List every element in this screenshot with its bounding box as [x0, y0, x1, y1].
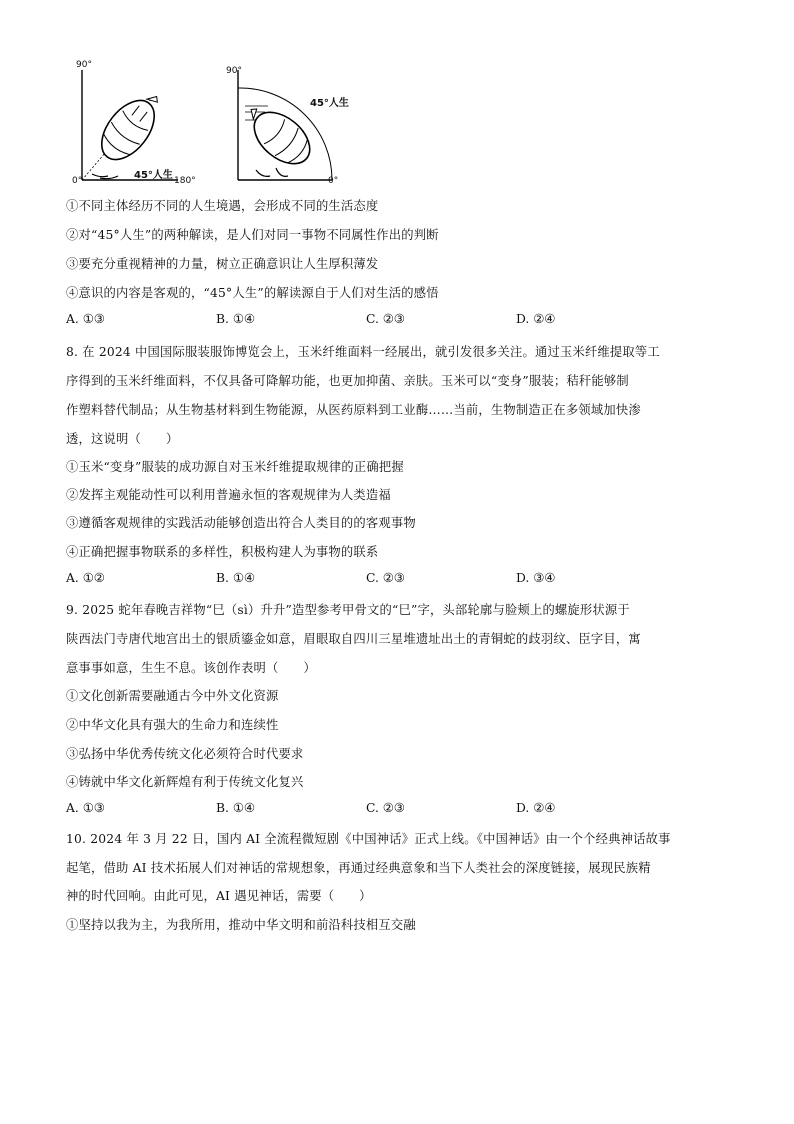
q8-option-c[interactable]: C. ②③	[366, 571, 405, 585]
q10-stem-line-1: 10. 2024 年 3 月 22 日，国内 AI 全流程微短剧《中国神话》正式上线。《中国神话》由一个个经典神话故事	[66, 832, 671, 846]
q8-stem-line-1: 8. 在 2024 中国国际服装服饰博览会上，玉米纤维面料一经展出，就引发很多关注。通过玉米纤维提取等工	[66, 345, 660, 359]
q7-item-2: ②对“45°人生”的两种解读，是人们对同一事物不同属性作出的判断	[66, 228, 439, 242]
cartoon-45-degree-life	[70, 58, 370, 188]
q8-item-3: ③遵循客观规律的实践活动能够创造出符合人类目的的客观事物	[66, 516, 416, 530]
q8-stem-line-3: 作塑料替代制品；从生物基材料到生物能源，从医药原料到工业酶……当前，生物制造正在多领域加快渗	[66, 403, 641, 417]
q8-item-4: ④正确把握事物联系的多样性，积极构建人为事物的联系	[66, 545, 379, 559]
q9-option-b[interactable]: B. ①④	[216, 801, 255, 815]
q9-stem-line-2: 陕西法门寺唐代地宫出土的银质鎏金如意，眉眼取自四川三星堆遗址出土的青铜蛇的歧羽纹、臣字目，寓	[66, 632, 641, 646]
q8-option-a[interactable]: A. ①②	[66, 571, 105, 585]
q7-option-d[interactable]: D. ②④	[516, 312, 556, 326]
q9-item-4: ④铸就中华文化新辉煌有利于传统文化复兴	[66, 775, 304, 789]
q7-item-4: ④意识的内容是客观的，“45°人生”的解读源自于人们对生活的感悟	[66, 286, 439, 300]
q7-option-a[interactable]: A. ①③	[66, 312, 105, 326]
q9-item-2: ②中华文化具有强大的生命力和连续性	[66, 718, 279, 732]
right-top-angle-label: 90°	[226, 66, 242, 76]
q9-stem-line-3: 意事事如意，生生不息。该创作表明（ ）	[66, 661, 316, 675]
q8-option-b[interactable]: B. ①④	[216, 571, 255, 585]
q9-option-d[interactable]: D. ②④	[516, 801, 556, 815]
q7-option-c[interactable]: C. ②③	[366, 312, 405, 326]
left-right-angle-label: 180°	[174, 176, 196, 186]
q9-option-c[interactable]: C. ②③	[366, 801, 405, 815]
q10-stem-line-2: 起笔，借助 AI 技术拓展人们对神话的常规想象，再通过经典意象和当下人类社会的深度链接，展现民族精	[66, 861, 651, 875]
left-top-angle-label: 90°	[76, 60, 92, 70]
left-origin-label: 0°	[72, 176, 83, 186]
right-origin-label: 0°	[328, 176, 339, 186]
q8-option-d[interactable]: D. ③④	[516, 571, 556, 585]
q8-stem-line-4: 透，这说明（ ）	[66, 432, 179, 446]
right-caption: 45°人生	[310, 98, 349, 109]
q9-option-a[interactable]: A. ①③	[66, 801, 105, 815]
cartoon-figure	[70, 58, 370, 188]
q9-item-1: ①文化创新需要融通古今中外文化资源	[66, 689, 279, 703]
q8-item-2: ②发挥主观能动性可以利用普遍永恒的客观规律为人类造福	[66, 488, 391, 502]
q9-item-3: ③弘扬中华优秀传统文化必须符合时代要求	[66, 747, 304, 761]
q7-item-3: ③要充分重视精神的力量，树立正确意识让人生厚积薄发	[66, 257, 379, 271]
q10-stem-line-3: 神的时代回响。由此可见，AI 遇见神话，需要（ ）	[66, 889, 372, 903]
q9-stem-line-1: 9. 2025 蛇年春晚吉祥物“巳（sì）升升”造型参考甲骨文的“巳”字，头部轮廓与脸颊上的螺旋形状源于	[66, 603, 630, 617]
q7-item-1: ①不同主体经历不同的人生境遇，会形成不同的生活态度	[66, 199, 379, 213]
q10-item-1: ①坚持以我为主，为我所用，推动中华文明和前沿科技相互交融	[66, 918, 416, 932]
q8-stem-line-2: 序得到的玉米纤维面料，不仅具备可降解功能，也更加抑菌、亲肤。玉米可以“变身”服装；秸秆能够制	[66, 374, 629, 388]
left-panel	[82, 70, 178, 180]
q7-option-b[interactable]: B. ①④	[216, 312, 255, 326]
left-caption: 45°人生	[134, 170, 173, 181]
right-panel	[237, 70, 332, 180]
q8-item-1: ①玉米“变身”服装的成功源自对玉米纤维提取规律的正确把握	[66, 460, 404, 474]
